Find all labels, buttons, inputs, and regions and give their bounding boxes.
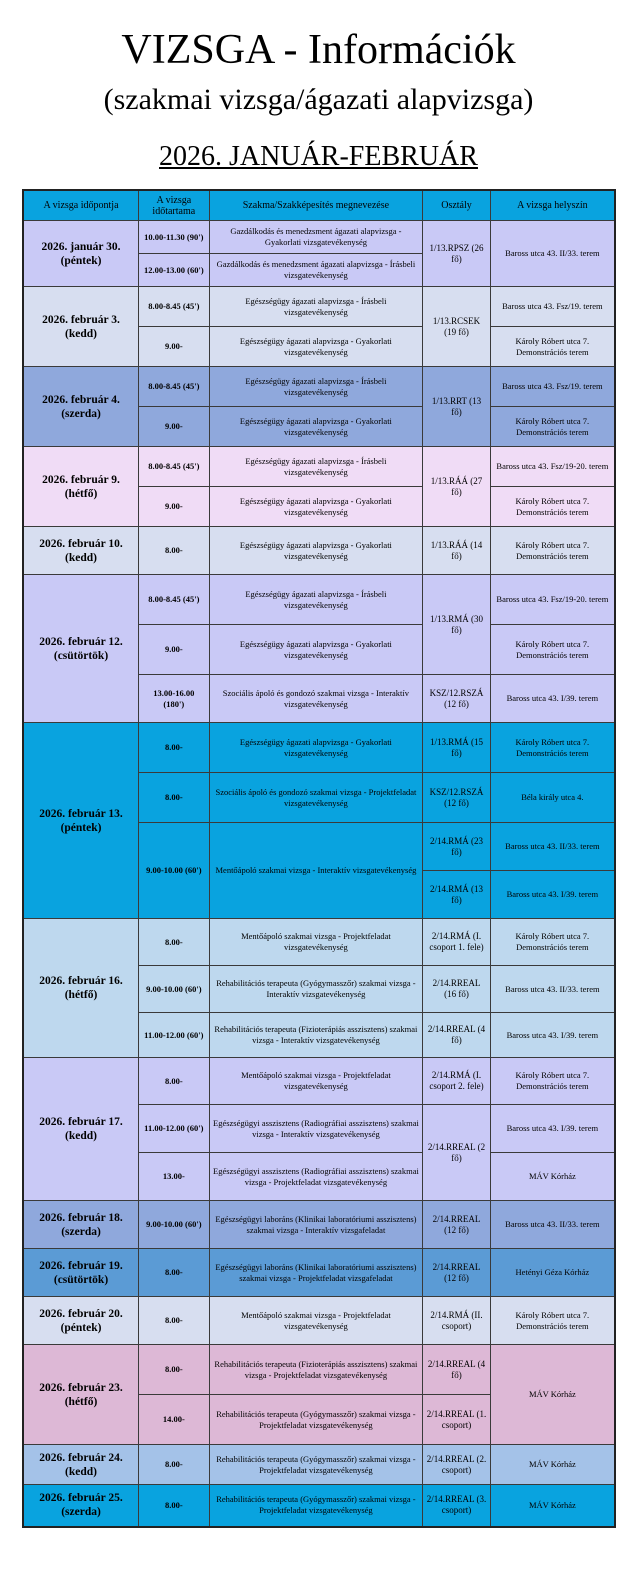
exam-date-cell: 2026. február 9. (hétfő) xyxy=(23,447,139,527)
location-cell: Baross utca 43. Fsz/19-20. terem xyxy=(490,575,615,625)
exam-date-cell: 2026. február 24. (kedd) xyxy=(23,1445,139,1485)
duration-cell: 11.00-12.00 (60') xyxy=(139,1105,210,1153)
location-cell: Baross utca 43. II/33. terem xyxy=(490,823,615,871)
class-cell: 2/14.RREAL (3. csoport) xyxy=(423,1485,490,1527)
exam-date-cell: 2026. február 10. (kedd) xyxy=(23,527,139,575)
class-cell: 2/14.RREAL (2 fő) xyxy=(423,1105,490,1201)
location-cell: Baross utca 43. Fsz/19. terem xyxy=(490,287,615,327)
location-cell: Béla király utca 4. xyxy=(490,773,615,823)
duration-cell: 8.00- xyxy=(139,1297,210,1345)
table-row xyxy=(23,723,615,773)
duration-cell: 12.00-13.00 (60') xyxy=(139,254,210,287)
class-cell: 2/14.RREAL (12 fő) xyxy=(423,1201,490,1249)
duration-cell: 13.00- xyxy=(139,1153,210,1201)
class-cell: 1/13.RPSZ (26 fő) xyxy=(423,221,490,287)
location-cell: Baross utca 43. II/33. terem xyxy=(490,966,615,1013)
duration-cell: 14.00- xyxy=(139,1395,210,1445)
exam-date-cell: 2026. február 17. (kedd) xyxy=(23,1058,139,1201)
location-cell: Baross utca 43. I/39. terem xyxy=(490,1105,615,1153)
duration-cell: 9.00-10.00 (60') xyxy=(139,1201,210,1249)
class-cell: KSZ/12.RSZÁ (12 fő) xyxy=(423,773,490,823)
duration-cell: 8.00- xyxy=(139,527,210,575)
location-cell: Károly Róbert utca 7. Demonstrációs terem xyxy=(490,625,615,675)
location-cell: MÁV Kórház xyxy=(490,1345,615,1445)
table-row xyxy=(23,287,615,327)
subject-cell: Mentőápoló szakmai vizsga - Interaktív vizsgatevékenység xyxy=(209,823,423,919)
duration-cell: 8.00- xyxy=(139,1249,210,1297)
subject-cell: Egészségügy ágazati alapvizsga - Írásbeli vizsgatevékenység xyxy=(209,287,423,327)
exam-date-cell: 2026. február 18. (szerda) xyxy=(23,1201,139,1249)
location-cell: Károly Róbert utca 7. Demonstrációs terem xyxy=(490,487,615,527)
duration-cell: 9.00-10.00 (60') xyxy=(139,823,210,919)
exam-date-cell: 2026. február 19. (csütörtök) xyxy=(23,1249,139,1297)
class-cell: 1/13.RRT (13 fő) xyxy=(423,367,490,447)
class-cell: 2/14.RMÁ (I. csoport 1. fele) xyxy=(423,919,490,966)
exam-date-cell: 2026. február 3. (kedd) xyxy=(23,287,139,367)
class-cell: 1/13.RMÁ (30 fő) xyxy=(423,575,490,675)
location-cell: Baross utca 43. I/39. terem xyxy=(490,675,615,723)
table-row xyxy=(23,221,615,254)
duration-cell: 8.00-8.45 (45') xyxy=(139,575,210,625)
subject-cell: Gazdálkodás és menedzsment ágazati alapvizsga - Írásbeli vizsgatevékenység xyxy=(209,254,423,287)
exam-date-cell: 2026. február 20. (péntek) xyxy=(23,1297,139,1345)
location-cell: Károly Róbert utca 7. Demonstrációs terem xyxy=(490,1058,615,1105)
subject-cell: Egészségügy ágazati alapvizsga - Gyakorlati vizsgatevékenység xyxy=(209,527,423,575)
subject-cell: Mentőápoló szakmai vizsga - Projektfeladat vizsgatevékenység xyxy=(209,1297,423,1345)
class-cell: 2/14.RREAL (16 fő) xyxy=(423,966,490,1013)
location-cell: Baross utca 43. I/39. terem xyxy=(490,1013,615,1058)
subject-cell: Rehabilitációs terapeuta (Fizioterápiás asszisztens) szakmai vizsga - Projektfeladat vizsgatevékenység xyxy=(209,1345,423,1395)
class-cell: 2/14.RREAL (12 fő) xyxy=(423,1249,490,1297)
page-subtitle: (szakmai vizsga/ágazati alapvizsga) xyxy=(103,83,534,116)
column-header-date: A vizsga időpontja xyxy=(23,190,139,221)
duration-cell: 8.00- xyxy=(139,1445,210,1485)
table-row xyxy=(23,1201,615,1249)
location-cell: Károly Róbert utca 7. Demonstrációs terem xyxy=(490,527,615,575)
period-heading: 2026. JANUÁR-FEBRUÁR xyxy=(159,141,478,172)
duration-cell: 8.00-8.45 (45') xyxy=(139,367,210,407)
subject-cell: Szociális ápoló és gondozó szakmai vizsga - Projektfeladat vizsgatevékenység xyxy=(209,773,423,823)
table-header-row xyxy=(23,190,615,221)
location-cell: Károly Róbert utca 7. Demonstrációs terem xyxy=(490,327,615,367)
location-cell: MÁV Kórház xyxy=(490,1445,615,1485)
subject-cell: Rehabilitációs terapeuta (Gyógymasszőr) szakmai vizsga - Projektfeladat vizsgatevékenység xyxy=(209,1485,423,1527)
duration-cell: 8.00- xyxy=(139,1345,210,1395)
subject-cell: Gazdálkodás és menedzsment ágazati alapvizsga - Gyakorlati vizsgatevékenység xyxy=(209,221,423,254)
location-cell: Baross utca 43. II/33. terem xyxy=(490,221,615,287)
table-row xyxy=(23,919,615,966)
subject-cell: Egészségügy ágazati alapvizsga - Gyakorlati vizsgatevékenység xyxy=(209,625,423,675)
class-cell: 2/14.RREAL (1. csoport) xyxy=(423,1395,490,1445)
page-title: VIZSGA - Információk xyxy=(121,27,516,73)
duration-cell: 9.00- xyxy=(139,487,210,527)
class-cell: KSZ/12.RSZÁ (12 fő) xyxy=(423,675,490,723)
class-cell: 2/14.RMÁ (II. csoport) xyxy=(423,1297,490,1345)
exam-date-cell: 2026. február 23. (hétfő) xyxy=(23,1345,139,1445)
duration-cell: 8.00- xyxy=(139,919,210,966)
location-cell: Károly Róbert utca 7. Demonstrációs terem xyxy=(490,919,615,966)
subject-cell: Egészségügy ágazati alapvizsga - Gyakorlati vizsgatevékenység xyxy=(209,487,423,527)
duration-cell: 8.00- xyxy=(139,1485,210,1527)
duration-cell: 9.00- xyxy=(139,625,210,675)
exam-date-cell: 2026. február 4. (szerda) xyxy=(23,367,139,447)
subject-cell: Egészségügy ágazati alapvizsga - Gyakorlati vizsgatevékenység xyxy=(209,723,423,773)
class-cell: 1/13.RÁÁ (14 fő) xyxy=(423,527,490,575)
column-header-location: A vizsga helyszín xyxy=(490,190,615,221)
subject-cell: Egészségügyi laboráns (Klinikai laboratóriumi asszisztens) szakmai vizsga - Interaktív vizsgafeladat xyxy=(209,1201,423,1249)
table-row xyxy=(23,1249,615,1297)
class-cell: 2/14.RREAL (2. csoport) xyxy=(423,1445,490,1485)
duration-cell: 8.00-8.45 (45') xyxy=(139,287,210,327)
duration-cell: 8.00- xyxy=(139,723,210,773)
class-cell: 1/13.RÁÁ (27 fő) xyxy=(423,447,490,527)
class-cell: 1/13.RCSEK (19 fő) xyxy=(423,287,490,367)
schedule-body xyxy=(23,221,615,1527)
subject-cell: Egészségügyi asszisztens (Radiográfiai asszisztens) szakmai vizsga - Projektfeladat vizsgatevékenység xyxy=(209,1153,423,1201)
exam-date-cell: 2026. február 25. (szerda) xyxy=(23,1485,139,1527)
class-cell: 2/14.RREAL (4 fő) xyxy=(423,1345,490,1395)
duration-cell: 13.00-16.00 (180') xyxy=(139,675,210,723)
exam-date-cell: 2026. február 12. (csütörtök) xyxy=(23,575,139,723)
exam-date-cell: 2026. február 16. (hétfő) xyxy=(23,919,139,1058)
table-row xyxy=(23,1297,615,1345)
class-cell: 2/14.RREAL (4 fő) xyxy=(423,1013,490,1058)
duration-cell: 9.00- xyxy=(139,327,210,367)
column-header-duration: A vizsga időtartama xyxy=(139,190,210,221)
subject-cell: Rehabilitációs terapeuta (Gyógymasszőr) szakmai vizsga - Projektfeladat vizsgatevékenység xyxy=(209,1445,423,1485)
table-row xyxy=(23,1485,615,1527)
subject-cell: Egészségügy ágazati alapvizsga - Írásbeli vizsgatevékenység xyxy=(209,367,423,407)
subject-cell: Szociális ápoló és gondozó szakmai vizsga - Interaktív vizsgatevékenység xyxy=(209,675,423,723)
table-row xyxy=(23,575,615,625)
subject-cell: Mentőápoló szakmai vizsga - Projektfeladat vizsgatevékenység xyxy=(209,1058,423,1105)
duration-cell: 8.00-8.45 (45') xyxy=(139,447,210,487)
subject-cell: Rehabilitációs terapeuta (Gyógymasszőr) szakmai vizsga - Interaktív vizsgatevékenység xyxy=(209,966,423,1013)
location-cell: Károly Róbert utca 7. Demonstrációs terem xyxy=(490,407,615,447)
table-row xyxy=(23,1345,615,1395)
duration-cell: 10.00-11.30 (90') xyxy=(139,221,210,254)
column-header-class: Osztály xyxy=(423,190,490,221)
exam-date-cell: 2026. január 30. (péntek) xyxy=(23,221,139,287)
subject-cell: Egészségügy ágazati alapvizsga - Gyakorlati vizsgatevékenység xyxy=(209,407,423,447)
subject-cell: Rehabilitációs terapeuta (Fizioterápiás asszisztens) szakmai vizsga - Interaktív vizsgatevékenység xyxy=(209,1013,423,1058)
location-cell: Károly Róbert utca 7. Demonstrációs terem xyxy=(490,1297,615,1345)
exam-date-cell: 2026. február 13. (péntek) xyxy=(23,723,139,919)
table-row xyxy=(23,367,615,407)
duration-cell: 9.00-10.00 (60') xyxy=(139,966,210,1013)
location-cell: Károly Róbert utca 7. Demonstrációs terem xyxy=(490,723,615,773)
location-cell: Baross utca 43. II/33. terem xyxy=(490,1201,615,1249)
class-cell: 1/13.RMÁ (15 fő) xyxy=(423,723,490,773)
subject-cell: Egészségügy ágazati alapvizsga - Írásbeli vizsgatevékenység xyxy=(209,575,423,625)
class-cell: 2/14.RMÁ (I. csoport 2. fele) xyxy=(423,1058,490,1105)
duration-cell: 8.00- xyxy=(139,1058,210,1105)
location-cell: MÁV Kórház xyxy=(490,1485,615,1527)
duration-cell: 11.00-12.00 (60') xyxy=(139,1013,210,1058)
duration-cell: 8.00- xyxy=(139,773,210,823)
table-row xyxy=(23,1058,615,1105)
subject-cell: Egészségügy ágazati alapvizsga - Gyakorlati vizsgatevékenység xyxy=(209,327,423,367)
table-row xyxy=(23,1445,615,1485)
location-cell: Hetényi Géza Kórház xyxy=(490,1249,615,1297)
duration-cell: 9.00- xyxy=(139,407,210,447)
table-row xyxy=(23,447,615,487)
class-cell: 2/14.RMÁ (13 fő) xyxy=(423,871,490,919)
location-cell: MÁV Kórház xyxy=(490,1153,615,1201)
subject-cell: Egészségügyi laboráns (Klinikai laboratóriumi asszisztens) szakmai vizsga - Projektfeladat vizsgafeladat xyxy=(209,1249,423,1297)
location-cell: Baross utca 43. Fsz/19. terem xyxy=(490,367,615,407)
table-row xyxy=(23,527,615,575)
class-cell: 2/14.RMÁ (23 fő) xyxy=(423,823,490,871)
exam-schedule-table xyxy=(22,189,616,1528)
subject-cell: Egészségügy ágazati alapvizsga - Írásbeli vizsgatevékenység xyxy=(209,447,423,487)
subject-cell: Egészségügyi asszisztens (Radiográfiai asszisztens) szakmai vizsga - Interaktív vizsgatevékenység xyxy=(209,1105,423,1153)
location-cell: Baross utca 43. Fsz/19-20. terem xyxy=(490,447,615,487)
subject-cell: Rehabilitációs terapeuta (Gyógymasszőr) szakmai vizsga - Projektfeladat vizsgatevékenység xyxy=(209,1395,423,1445)
subject-cell: Mentőápoló szakmai vizsga - Projektfeladat vizsgatevékenység xyxy=(209,919,423,966)
location-cell: Baross utca 43. I/39. terem xyxy=(490,871,615,919)
column-header-subject: Szakma/Szakképesítés megnevezése xyxy=(209,190,423,221)
